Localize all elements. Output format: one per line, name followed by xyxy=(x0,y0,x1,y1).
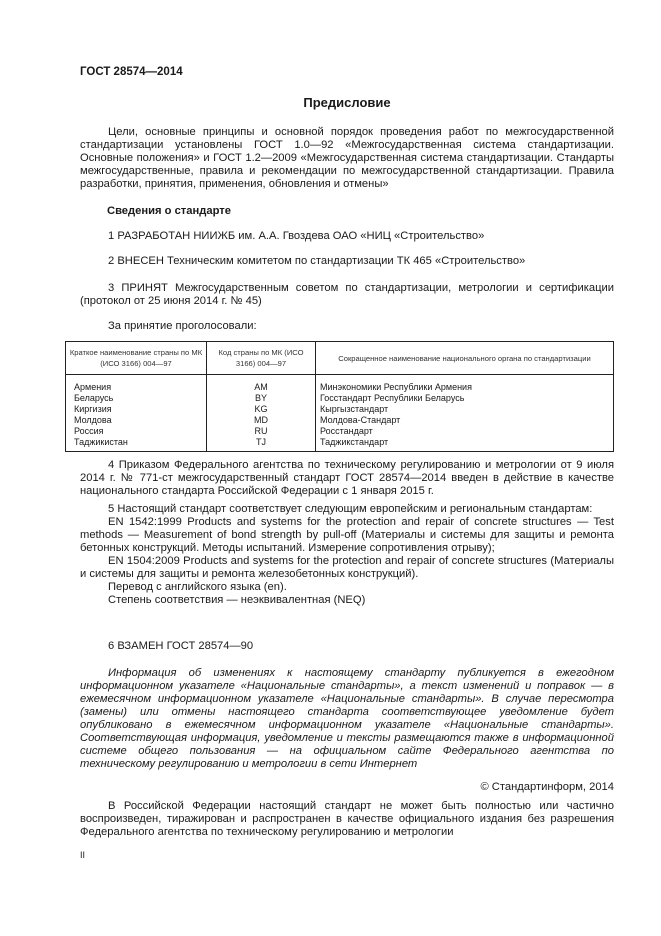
intro-paragraph: Цели, основные принципы и основной порядок проведения работ по межгосударственной стандартизации установлены ГОСТ 1.0—92 «Межгосударственная система стандартизации. Основные положения» и ГОСТ 1.2—2009 «Межгосударственная система стандартизации. Стандарты межгосударственные, правила и рекомендации по межгосударственной стандартизации. Правила разработки, принятия, применения, обновления и отмены» xyxy=(80,126,614,190)
voting-table xyxy=(65,341,614,452)
item-4: 4 Приказом Федерального агентства по техническому регулированию и метрологии от 9 июля 2014 г. № 771-ст межгосударственный стандарт ГОСТ 28574—2014 введен в действие в качестве национального стандарта Российской Федерации с 1 января 2015 г. xyxy=(80,459,614,497)
table-row xyxy=(66,375,614,394)
body-cell: Кыргызстандарт xyxy=(316,404,614,415)
section-title: Сведения о стандарте xyxy=(107,205,231,217)
country-cell: Армения xyxy=(66,375,207,394)
body-cell: Госстандарт Республики Беларусь xyxy=(316,393,614,404)
body-cell: Молдова-Стандарт xyxy=(316,415,614,426)
body-cell: Минэкономики Республики Армения xyxy=(316,375,614,394)
page-title: Предисловие xyxy=(303,95,391,110)
item-5-en1542: EN 1542:1999 Products and systems for the protection and repair of concrete structures — Test methods — Measurement of bond strength by pull-off (Материалы и системы для защиты и ремонта бетонных конструкций. Методы испытаний. Измерение сопротивления отрыву); xyxy=(80,516,614,554)
item-5-en1504: EN 1504:2009 Products and systems for the protection and repair of concrete structures (Материалы и системы для защиты и ремонта железобетонных конструкций). xyxy=(80,555,614,580)
body-cell: Таджикстандарт xyxy=(316,437,614,452)
page-number: II xyxy=(80,850,86,860)
code-cell: AM xyxy=(207,375,316,394)
country-cell: Таджикистан xyxy=(66,437,207,452)
code-cell: TJ xyxy=(207,437,316,452)
item-2: 2 ВНЕСЕН Техническим комитетом по стандартизации ТК 465 «Строительство» xyxy=(108,255,526,267)
table-row xyxy=(66,437,614,452)
table-row xyxy=(66,404,614,415)
document-id: ГОСТ 28574—2014 xyxy=(80,66,183,78)
country-cell: Молдова xyxy=(66,415,207,426)
item-5-lead: 5 Настоящий стандарт соответствует следующим европейским и региональным стандартам: xyxy=(108,503,593,515)
item-5-translation: Перевод с английского языка (en). xyxy=(108,581,287,593)
table-row xyxy=(66,415,614,426)
item-5-conformity: Степень соответствия — неэквивалентная (NEQ) xyxy=(108,594,366,606)
table-header-country: Краткое наименование страны по МК (ИСО 3166) 004—97 xyxy=(66,342,207,375)
country-cell: Россия xyxy=(66,426,207,437)
country-cell: Беларусь xyxy=(66,393,207,404)
voted-label: За принятие проголосовали: xyxy=(108,320,257,332)
code-cell: BY xyxy=(207,393,316,404)
country-cell: Киргизия xyxy=(66,404,207,415)
code-cell: RU xyxy=(207,426,316,437)
table-row xyxy=(66,426,614,437)
code-cell: KG xyxy=(207,404,316,415)
rights-paragraph: В Российской Федерации настоящий стандарт не может быть полностью или частично воспроизведен, тиражирован и распространен в качестве официального издания без разрешения Федерального агентства по техническому регулированию и метрологии xyxy=(80,800,614,838)
table-header-code: Код страны по МК (ИСО 3166) 004—97 xyxy=(207,342,316,375)
table-row xyxy=(66,393,614,404)
table-header-body: Сокращенное наименование национального органа по стандартизации xyxy=(316,342,614,375)
code-cell: MD xyxy=(207,415,316,426)
item-6: 6 ВЗАМЕН ГОСТ 28574—90 xyxy=(108,640,254,652)
item-1: 1 РАЗРАБОТАН НИИЖБ им. А.А. Гвоздева ОАО «НИЦ «Строительство» xyxy=(108,230,485,242)
body-cell: Росстандарт xyxy=(316,426,614,437)
item-5 xyxy=(80,503,614,607)
copyright: © Стандартинформ, 2014 xyxy=(480,781,614,793)
item-3: 3 ПРИНЯТ Межгосударственным советом по стандартизации, метрологии и сертификации (протокол от 25 июня 2014 г. № 45) xyxy=(80,282,614,307)
info-paragraph: Информация об изменениях к настоящему стандарту публикуется в ежегодном информационном указателе «Национальные стандарты», а текст изменений и поправок — в ежемесячном информационном указателе «Национальные стандарты». В случае пересмотра (замены) или отмены настоящего стандарта соответствующее уведомление будет опубликовано в ежемесячном информационном указателе «Национальные стандарты». Соответствующая информация, уведомление и тексты размещаются также в информационной системе общего пользования — на официальном сайте Федерального агентства по техническому регулированию и метрологии в сети Интернет xyxy=(80,667,614,770)
